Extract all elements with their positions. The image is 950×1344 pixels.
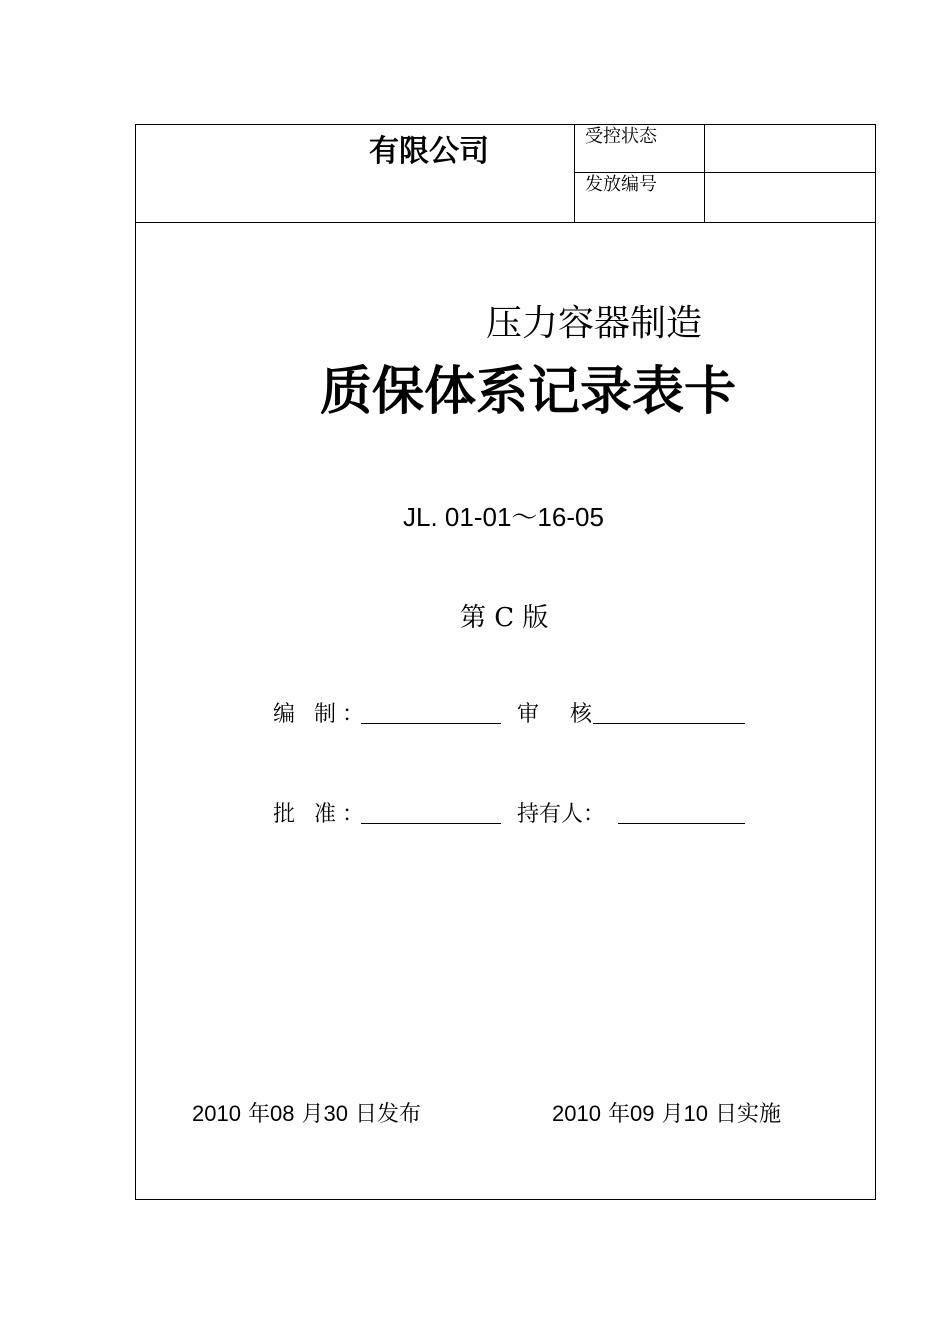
compiled-by-line	[361, 723, 501, 724]
control-status-label-cell	[574, 125, 704, 173]
publish-year-unit: 年	[247, 1102, 270, 1127]
effective-month-unit: 月	[661, 1102, 684, 1127]
effective-month: 09	[629, 1101, 655, 1126]
document-number: JL. 01-01～16-05	[403, 502, 604, 532]
approved-by-label: 批 准：	[273, 802, 370, 827]
issue-number-value-cell	[704, 173, 875, 222]
reviewed-by-label: 审 核	[517, 702, 604, 727]
document-title: 质保体系记录表卡	[320, 362, 737, 422]
publish-day: 30	[323, 1101, 348, 1126]
publish-day-unit: 日发布	[354, 1102, 421, 1127]
publish-year: 2010	[192, 1101, 241, 1126]
effective-day: 10	[683, 1101, 708, 1126]
signature-row-approve-holder	[273, 795, 773, 831]
control-status-label: 受控状态	[585, 126, 657, 147]
header-table	[136, 125, 875, 223]
holder-label: 持有人：	[517, 802, 606, 827]
compiled-by-label: 编 制：	[273, 702, 370, 727]
effective-day-unit: 日实施	[714, 1102, 781, 1127]
holder-line	[618, 823, 745, 824]
publish-month-unit: 月	[301, 1102, 324, 1127]
publish-date	[192, 1097, 421, 1128]
document-subtitle: 压力容器制造	[486, 303, 703, 344]
signature-row-compile-review	[273, 695, 773, 731]
issue-number-label: 发放编号	[585, 174, 657, 195]
issue-number-label-cell	[574, 173, 704, 222]
effective-date	[552, 1097, 781, 1128]
company-cell	[136, 125, 574, 222]
approved-by-line	[361, 823, 501, 824]
cover-frame	[135, 124, 876, 1200]
effective-year: 2010	[552, 1101, 601, 1126]
reviewed-by-line	[593, 723, 745, 724]
effective-year-unit: 年	[607, 1102, 630, 1127]
document-version: 第 C 版	[460, 603, 549, 633]
publish-month: 08	[269, 1101, 295, 1126]
control-status-value-cell	[704, 125, 875, 173]
company-name: 有限公司	[369, 134, 489, 169]
